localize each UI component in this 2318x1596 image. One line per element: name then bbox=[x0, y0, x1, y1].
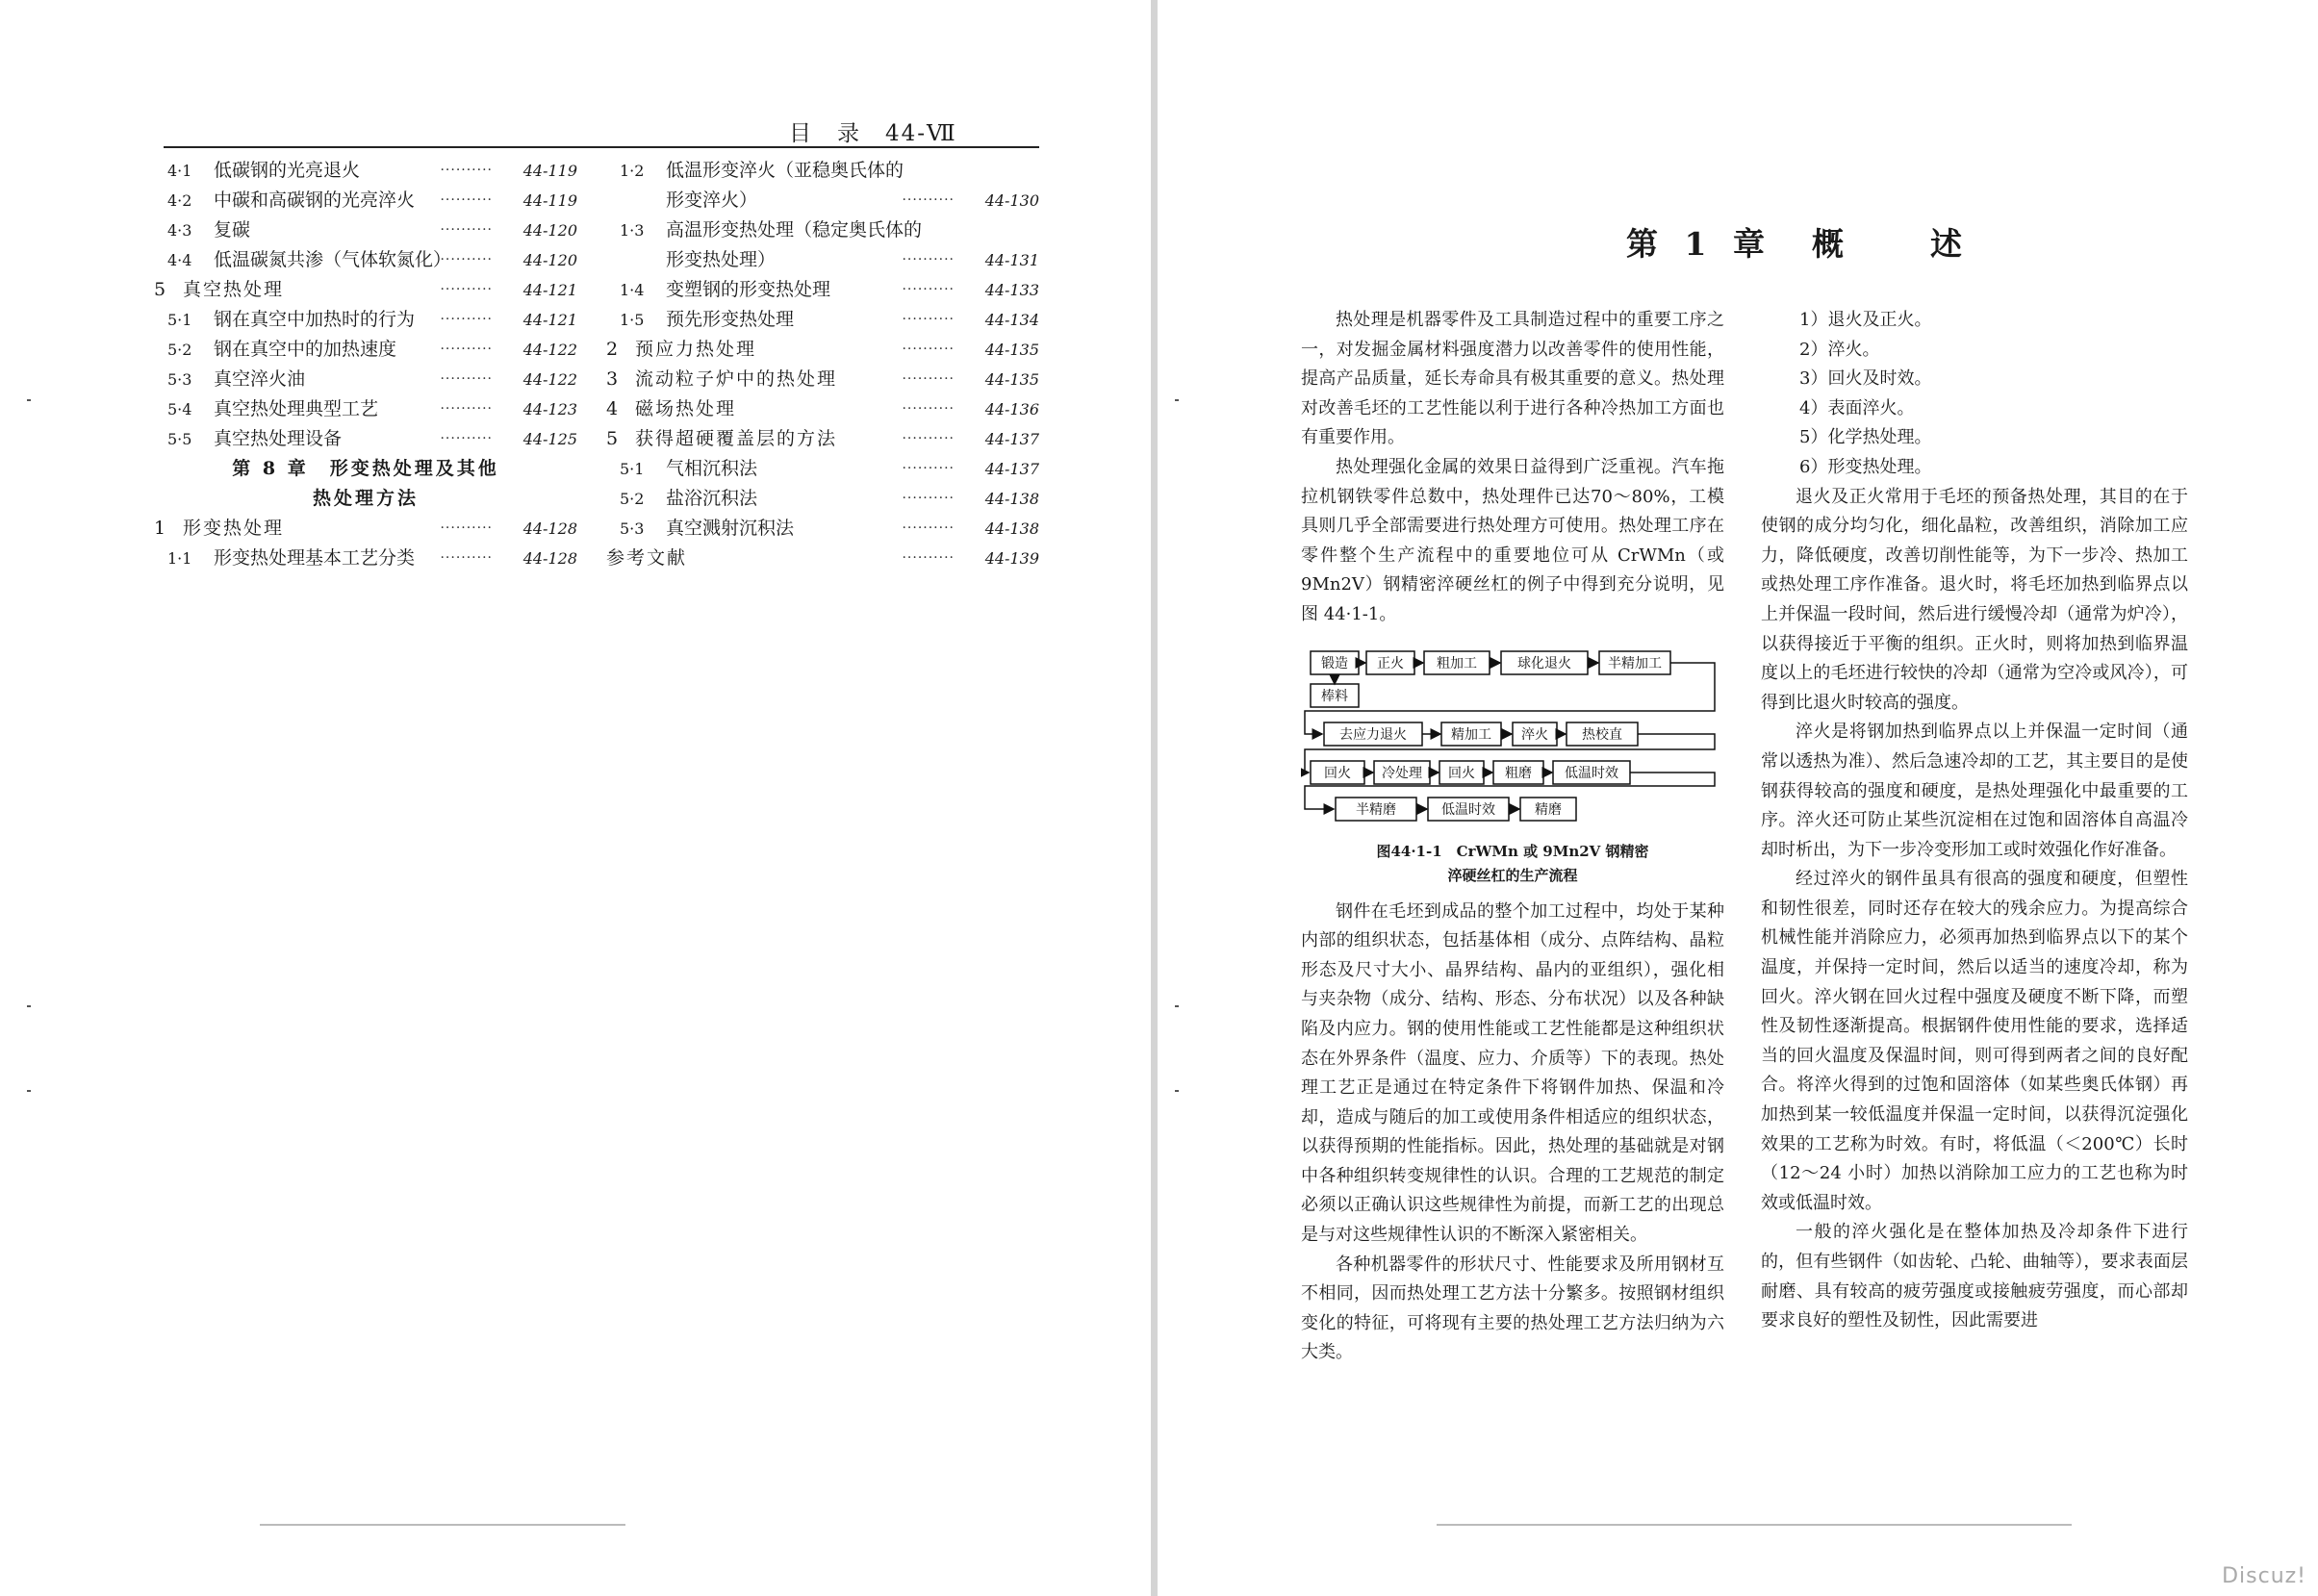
toc-entry-number: 5·4 bbox=[167, 400, 192, 418]
toc-chapter-text: 第 8 章 形变热处理及其他 bbox=[232, 458, 499, 479]
toc-entry-number: 5·1 bbox=[620, 460, 645, 478]
toc-entry-page: 44-122 bbox=[522, 370, 577, 389]
scan-mark bbox=[27, 1005, 31, 1007]
paragraph: 淬火是将钢加热到临界点以上并保温一定时间（通常以透热为准）、然后急速冷却的工艺，其主要目的是使钢获得较高的强度和硬度，是热处理强化中最重要的工序。淬火还可防止某些沉淀相在过饱和固溶体自高温冷却时析出，为下一步冷变形加工或时效强化作好准备。 bbox=[1761, 722, 2188, 860]
flow-step-label: 低温时效 bbox=[1441, 801, 1495, 818]
toc-leader-dots: ·········· bbox=[902, 282, 955, 297]
toc-entry bbox=[606, 365, 1039, 394]
toc-entry bbox=[606, 335, 1039, 365]
toc-entry-title: 低温碳氮共渗（气体软氮化） bbox=[214, 249, 452, 270]
toc-entry bbox=[606, 514, 1039, 544]
toc-chapter-heading bbox=[154, 454, 577, 484]
toc-entry bbox=[606, 454, 1039, 484]
toc-entry-page: 44-119 bbox=[522, 191, 577, 210]
flow-step-label: 精磨 bbox=[1535, 801, 1562, 818]
list-item: 1）退火及正火。 bbox=[1799, 310, 1932, 330]
toc-entry-number: 2 bbox=[606, 339, 619, 360]
toc-leader-dots: ·········· bbox=[440, 520, 493, 536]
list-item: 6）形变热处理。 bbox=[1799, 456, 1932, 477]
running-header: 目 录 44-Ⅶ bbox=[789, 121, 957, 146]
toc-entry bbox=[154, 394, 577, 424]
figure-caption bbox=[1301, 840, 1724, 888]
toc-entry-page: 44-122 bbox=[522, 341, 577, 359]
flow-step-label: 低温时效 bbox=[1565, 765, 1618, 781]
toc-entry-title: 气相沉积法 bbox=[666, 458, 758, 479]
toc-entry-page: 44-119 bbox=[522, 162, 577, 180]
toc-leader-dots: ·········· bbox=[902, 342, 955, 357]
list-item: 2）淬火。 bbox=[1799, 339, 1880, 360]
toc-leader-dots: ·········· bbox=[440, 312, 493, 327]
toc-leader-dots: ·········· bbox=[902, 431, 955, 446]
process-flow-diagram bbox=[1301, 644, 1724, 836]
paragraph: 各种机器零件的形状尺寸、性能要求及所用钢材互不相同，因而热处理工艺方法十分繁多。按照钢材组织变化的特征，可将现有主要的热处理工艺方法归纳为六大类。 bbox=[1301, 1254, 1724, 1363]
toc-entry-page: 44-138 bbox=[984, 519, 1039, 538]
toc-entry-title: 真空热处理典型工艺 bbox=[214, 398, 379, 419]
flow-step-label: 精加工 bbox=[1451, 726, 1491, 743]
toc-leader-dots: ·········· bbox=[440, 431, 493, 446]
paragraph: 一般的淬火强化是在整体加热及冷却条件下进行的，但有些钢件（如齿轮、凸轮、曲轴等），要求表面层耐磨、具有较高的疲劳强度或接触疲劳强度，而心部却要求良好的塑性及韧性，因此需要进 bbox=[1761, 1222, 2188, 1331]
toc-entry-page: 44-125 bbox=[522, 430, 577, 448]
toc-entry bbox=[154, 514, 577, 544]
toc-entry-title: 参考文献 bbox=[606, 547, 688, 569]
toc-leader-dots: ·········· bbox=[902, 401, 955, 417]
toc-entry-page: 44-138 bbox=[984, 490, 1039, 508]
toc-entry bbox=[154, 156, 577, 186]
left-page bbox=[0, 0, 1151, 1596]
toc-entry-number: 3 bbox=[606, 368, 619, 390]
paragraph: 经过淬火的钢件虽具有很高的强度和硬度，但塑性和韧性很差，同时还存在较大的残余应力。为提高综合机械性能并消除应力，必须再加热到临界点以下的某个温度，并保持一定时间，然后以适当的速度冷却，称为回火。淬火钢在回火过程中强度及硬度不断下降，而塑性及韧性逐渐提高。根据钢件使用性能的要求，选择适当的回火温度及保温时间，则可得到两者之间的良好配合。将淬火得到的过饱和固溶体（如某些奥氏体钢）再加热到某一较低温度并保温一定时间，以获得沉淀强化效果的工艺称为时效。有时，将低温（＜200℃）长时（12～24 小时）加热以消除加工应力的工艺也称为时效或低温时效。 bbox=[1761, 869, 2188, 1213]
toc-entry bbox=[154, 215, 577, 245]
toc-entry-number: 1·3 bbox=[620, 221, 645, 240]
toc-entry bbox=[606, 424, 1039, 454]
toc-entry-page: 44-128 bbox=[522, 549, 577, 568]
flow-step-label: 正火 bbox=[1377, 655, 1404, 671]
toc-leader-dots: ·········· bbox=[902, 491, 955, 506]
toc-entry-page: 44-135 bbox=[984, 341, 1039, 359]
toc-column-right bbox=[606, 156, 1039, 573]
flow-step-label: 半精加工 bbox=[1608, 655, 1662, 671]
chapter-title: 第 1 章 概 述 bbox=[1626, 225, 1970, 263]
toc-entry bbox=[606, 544, 1039, 573]
toc-entry-page: 44-120 bbox=[522, 251, 577, 269]
toc-entry-number: 1·1 bbox=[167, 549, 192, 568]
toc-entry-number: 4·4 bbox=[167, 251, 192, 269]
toc-entry bbox=[606, 275, 1039, 305]
toc-entry-title: 变塑钢的形变热处理 bbox=[666, 279, 831, 300]
toc-entry-title: 形变热处理 bbox=[183, 518, 285, 539]
toc-entry-title: 盐浴沉积法 bbox=[666, 488, 758, 509]
flow-step-label: 热校直 bbox=[1582, 726, 1622, 743]
toc-chapter-heading bbox=[154, 484, 577, 514]
toc-entry bbox=[154, 424, 577, 454]
toc-leader-dots: ·········· bbox=[440, 371, 493, 387]
toc-entry-number: 4·3 bbox=[167, 221, 192, 240]
toc-entry-page: 44-123 bbox=[522, 400, 577, 418]
toc-entry-page: 44-137 bbox=[984, 460, 1039, 478]
toc-column-left bbox=[154, 156, 577, 573]
toc-entry-page: 44-135 bbox=[984, 370, 1039, 389]
toc-entry bbox=[154, 365, 577, 394]
paragraph: 热处理是机器零件及工具制造过程中的重要工序之一，对发掘金属材料强度潜力以改善零件的使用性能，提高产品质量，延长寿命具有极其重要的意义。热处理对改善毛坯的工艺性能以利于进行各种冷热加工方面也有重要作用。 bbox=[1301, 310, 1724, 448]
flow-step-label: 冷处理 bbox=[1382, 765, 1422, 781]
flow-step-label: 粗磨 bbox=[1505, 765, 1532, 781]
toc-entry-page: 44-120 bbox=[522, 221, 577, 240]
flow-step-label: 粗加工 bbox=[1437, 655, 1477, 671]
paragraph: 热处理强化金属的效果日益得到广泛重视。汽车拖拉机钢铁零件总数中，热处理件已达70～80%，工模具则几乎全部需要进行热处理方可使用。热处理工序在零件整个生产流程中的重要地位可从 CrWMn（或 9Mn2V）钢精密淬硬丝杠的例子中得到充分说明，见图 44·1-1。 bbox=[1301, 456, 1724, 624]
toc-entry-title: 预应力热处理 bbox=[635, 339, 757, 360]
toc-entry-title: 中碳和高碳钢的光亮淬火 bbox=[214, 190, 416, 211]
toc-entry bbox=[154, 544, 577, 573]
toc-entry bbox=[606, 484, 1039, 514]
toc-entry bbox=[154, 335, 577, 365]
forum-watermark: Discuz! bbox=[2222, 1564, 2306, 1588]
flow-step-label: 棒料 bbox=[1321, 688, 1348, 704]
scan-mark bbox=[1175, 399, 1179, 401]
toc-leader-dots: ·········· bbox=[902, 550, 955, 566]
toc-entry-title: 形变热处理） bbox=[666, 249, 777, 270]
list-item: 5）化学热处理。 bbox=[1799, 427, 1932, 448]
toc-entry-page: 44-136 bbox=[984, 400, 1039, 418]
list-item: 3）回火及时效。 bbox=[1799, 368, 1932, 390]
toc-leader-dots: ·········· bbox=[440, 282, 493, 297]
toc-entry-title: 钢在真空中加热时的行为 bbox=[214, 309, 416, 330]
scan-mark bbox=[27, 1090, 31, 1092]
body-column-left bbox=[1301, 306, 1724, 1368]
toc-entry-title: 复碳 bbox=[214, 219, 251, 241]
flow-step-label: 回火 bbox=[1448, 765, 1475, 781]
toc-entry bbox=[154, 186, 577, 215]
toc-entry-title: 真空淬火油 bbox=[214, 368, 306, 390]
toc-entry-title: 低碳钢的光亮退火 bbox=[214, 160, 361, 181]
toc-entry-title: 低温形变淬火（亚稳奥氏体的 bbox=[666, 160, 904, 181]
header-rule bbox=[164, 146, 1039, 148]
body-column-right bbox=[1761, 306, 2188, 1336]
toc-leader-dots: ·········· bbox=[440, 163, 493, 178]
toc-entry bbox=[606, 215, 1039, 245]
toc-entry-title: 真空热处理 bbox=[183, 279, 285, 300]
toc-entry-number: 1·4 bbox=[620, 281, 645, 299]
toc-entry-number: 5 bbox=[606, 428, 619, 449]
paragraph: 钢件在毛坯到成品的整个加工过程中，均处于某种内部的组织状态，包括基体相（成分、点阵结构、晶粒形态及尺寸大小、晶界结构、晶内的亚组织），强化相与夹杂物（成分、结构、形态、分布状况）以及各种缺陷及内应力。钢的使用性能或工艺性能都是这种组织状态在外界条件（温度、应力、介质等）下的表现。热处理工艺正是通过在特定条件下将钢件加热、保温和冷却，造成与随后的加工或使用条件相适应的组织状态，以获得预期的性能指标。因此，热处理的基础就是对钢中各种组织转变规律性的认识。合理的工艺规范的制定必须以正确认识这些规律性为前提，而新工艺的出现总是与对这些规律性认识的不断深入紧密相关。 bbox=[1301, 900, 1724, 1246]
toc-entry-number: 5·2 bbox=[620, 490, 645, 508]
toc-entry-title: 流动粒子炉中的热处理 bbox=[635, 368, 838, 390]
toc-entry-number: 1·2 bbox=[620, 162, 645, 180]
toc-leader-dots: ·········· bbox=[440, 550, 493, 566]
toc-entry-page: 44-130 bbox=[984, 191, 1039, 210]
toc-entry-number: 4 bbox=[606, 398, 619, 419]
toc-entry-number: 4·1 bbox=[167, 162, 192, 180]
toc-chapter-text: 热处理方法 bbox=[312, 488, 419, 509]
toc-entry-number: 1 bbox=[154, 518, 166, 539]
flow-step-label: 球化退火 bbox=[1517, 655, 1571, 671]
toc-entry-page: 44-128 bbox=[522, 519, 577, 538]
toc-entry-title: 预先形变热处理 bbox=[666, 309, 795, 330]
scan-mark bbox=[1175, 1090, 1179, 1092]
toc-entry bbox=[154, 245, 577, 275]
toc-leader-dots: ·········· bbox=[902, 371, 955, 387]
toc-entry-page: 44-121 bbox=[522, 281, 577, 299]
scan-mark bbox=[1175, 1005, 1179, 1007]
toc-entry bbox=[606, 394, 1039, 424]
toc-leader-dots: ·········· bbox=[902, 461, 955, 476]
scan-artifact-line bbox=[260, 1524, 625, 1526]
figure-caption-line: 淬硬丝杠的生产流程 bbox=[1447, 866, 1578, 884]
flow-step-label: 回火 bbox=[1324, 765, 1351, 781]
toc-leader-dots: ·········· bbox=[902, 252, 955, 267]
toc-entry bbox=[606, 245, 1039, 275]
toc-entry-number: 1·5 bbox=[620, 311, 645, 329]
toc-entry-title: 磁场热处理 bbox=[635, 398, 737, 419]
toc-entry-number: 4·2 bbox=[167, 191, 192, 210]
flow-step-label: 淬火 bbox=[1521, 726, 1548, 743]
toc-entry-title: 形变淬火） bbox=[666, 190, 758, 211]
toc-entry-page: 44-121 bbox=[522, 311, 577, 329]
toc-entry-page: 44-134 bbox=[984, 311, 1039, 329]
list-item: 4）表面淬火。 bbox=[1799, 397, 1915, 418]
toc-leader-dots: ·········· bbox=[440, 401, 493, 417]
toc-entry-page: 44-137 bbox=[984, 430, 1039, 448]
figure-caption-line: 图44·1-1 CrWMn 或 9Mn2V 钢精密 bbox=[1376, 842, 1649, 860]
toc-entry bbox=[606, 186, 1039, 215]
toc-entry-number: 5·2 bbox=[167, 341, 192, 359]
toc-entry-page: 44-133 bbox=[984, 281, 1039, 299]
toc-leader-dots: ·········· bbox=[902, 520, 955, 536]
toc-entry bbox=[606, 305, 1039, 335]
toc-entry-number: 5·5 bbox=[167, 430, 192, 448]
toc-entry-number: 5 bbox=[154, 279, 166, 300]
scan-mark bbox=[27, 399, 31, 401]
toc-leader-dots: ·········· bbox=[440, 342, 493, 357]
paragraph: 退火及正火常用于毛坯的预备热处理，其目的在于使钢的成分均匀化，细化晶粒，改善组织，消除加工应力，降低硬度，改善切削性能等，为下一步冷、热加工或热处理工序作准备。退火时，将毛坯加热到临界点以上并保温一段时间，然后进行缓慢冷却（通常为炉冷），以获得接近于平衡的组织。正火时，则将加热到临界温度以上的毛坯进行较快的冷却（通常为空冷或风冷），可得到比退火时较高的强度。 bbox=[1761, 486, 2188, 713]
toc-leader-dots: ·········· bbox=[902, 192, 955, 208]
flow-step-label: 锻造 bbox=[1321, 655, 1348, 671]
toc-entry-title: 高温形变热处理（稳定奥氏体的 bbox=[666, 219, 923, 241]
toc-entry bbox=[154, 275, 577, 305]
toc-entry-number: 5·3 bbox=[167, 370, 192, 389]
toc-entry-number: 5·3 bbox=[620, 519, 645, 538]
toc-entry bbox=[606, 156, 1039, 186]
scan-artifact-line bbox=[1437, 1524, 2072, 1526]
toc-entry-title: 钢在真空中的加热速度 bbox=[214, 339, 397, 360]
toc-entry-title: 真空热处理设备 bbox=[214, 428, 343, 449]
toc-entry-title: 获得超硬覆盖层的方法 bbox=[635, 428, 838, 449]
toc-leader-dots: ·········· bbox=[440, 252, 493, 267]
toc-leader-dots: ·········· bbox=[440, 192, 493, 208]
toc-entry-number: 5·1 bbox=[167, 311, 192, 329]
toc-entry-title: 形变热处理基本工艺分类 bbox=[214, 547, 416, 569]
toc-entry-page: 44-139 bbox=[984, 549, 1039, 568]
flow-step-label: 去应力退火 bbox=[1339, 726, 1407, 743]
toc-entry-page: 44-131 bbox=[984, 251, 1039, 269]
toc-leader-dots: ·········· bbox=[902, 312, 955, 327]
toc-entry-title: 真空溅射沉积法 bbox=[666, 518, 795, 539]
toc-entry bbox=[154, 305, 577, 335]
page-gutter bbox=[1151, 0, 1158, 1596]
toc-leader-dots: ·········· bbox=[440, 222, 493, 238]
flow-step-label: 半精磨 bbox=[1356, 801, 1396, 818]
